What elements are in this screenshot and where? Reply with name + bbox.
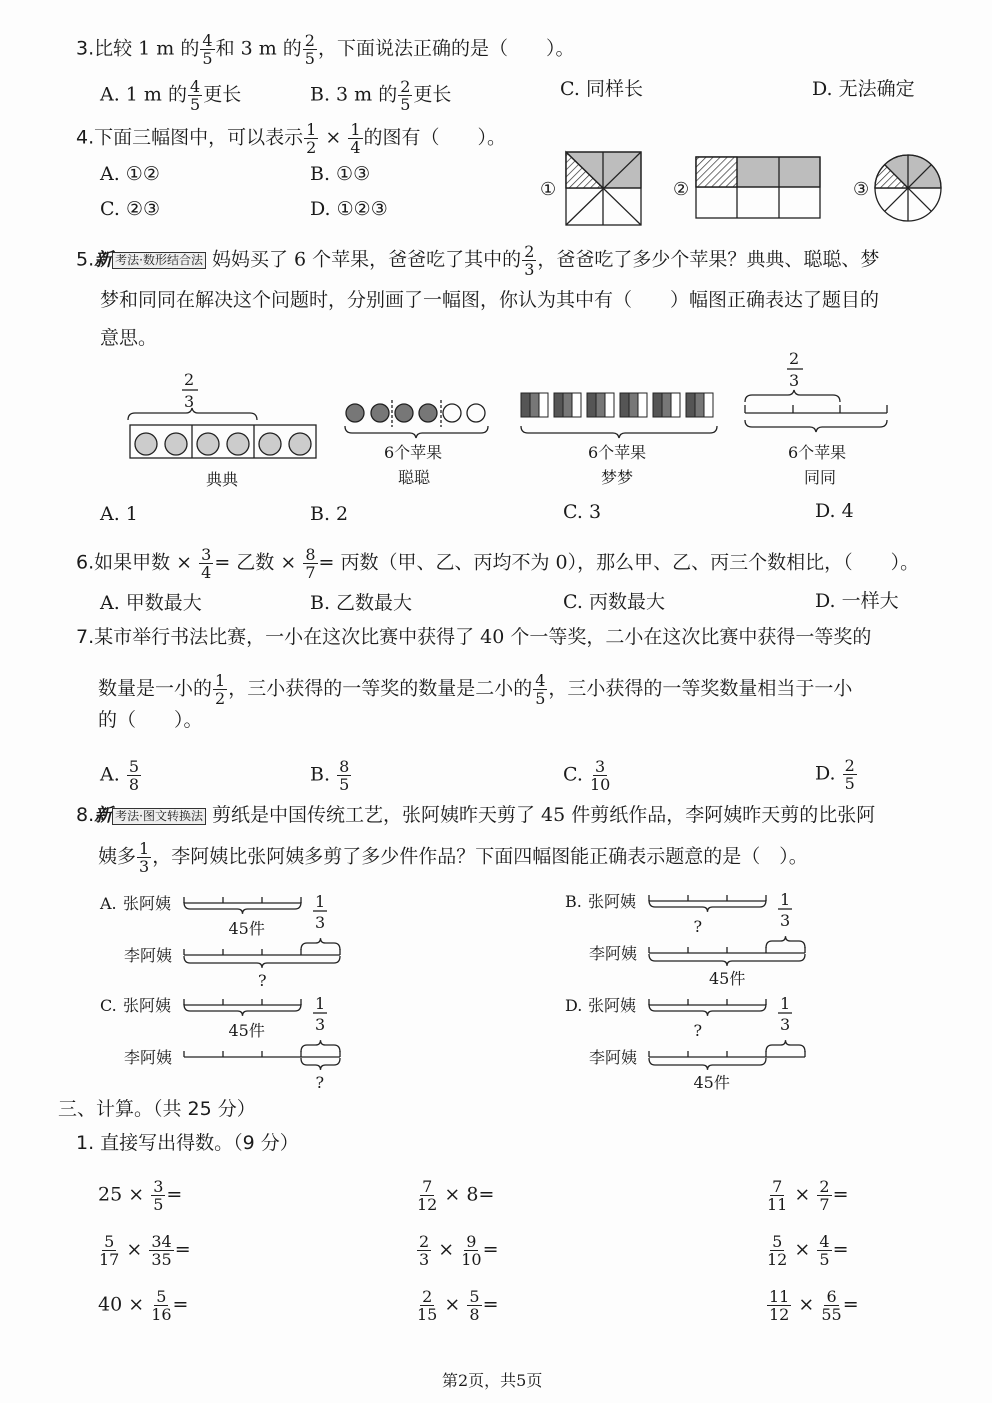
option-c: C. ②③	[100, 198, 161, 220]
option-b: B. 乙数最大	[310, 592, 413, 614]
text: D.	[815, 762, 836, 785]
option-d: D. ①②③	[310, 198, 388, 220]
text: 妈妈买了 6 个苹果，爸爸吃了其中的	[212, 248, 522, 271]
numerator: 2	[184, 370, 195, 389]
denominator: 16	[151, 1305, 172, 1324]
option-b: B. 2	[310, 503, 349, 525]
calc-item	[416, 1288, 498, 1323]
operator: × 8=	[444, 1183, 495, 1206]
text: 40 ×	[98, 1293, 145, 1316]
question-number: 5.	[76, 248, 95, 271]
question-number: 3.	[76, 37, 95, 60]
option-letter: C.	[100, 996, 117, 1015]
denominator: 3	[780, 911, 791, 930]
text: ，李阿姨比张阿姨多剪了多少件作品？下面四幅图能正确表示题意的是（ ）。	[152, 845, 808, 868]
equals: =	[166, 1183, 183, 1206]
text: = 乙数 ×	[214, 551, 297, 574]
denominator: 3	[524, 260, 535, 279]
figure-name: 同同	[804, 468, 837, 487]
numerator: 4	[202, 31, 213, 50]
denominator: 2	[215, 689, 226, 708]
numerator: 5	[469, 1287, 480, 1306]
text: ，三小获得的一等奖数量相当于一小	[548, 677, 853, 700]
li-label: 李阿姨	[589, 944, 638, 963]
numerator: 3	[201, 545, 212, 564]
fraction	[767, 1178, 787, 1213]
numerator: 2	[304, 31, 315, 50]
option-c: C. 同样长	[560, 78, 643, 100]
text: 25 ×	[98, 1183, 145, 1206]
equals: =	[842, 1293, 859, 1316]
figure-name: 典典	[206, 470, 239, 489]
option-c: C. 丙数最大	[563, 591, 665, 613]
option-a: A. 1	[100, 503, 138, 525]
question-text: 梦和同同在解决这个问题时，分别画了一幅图，你认为其中有（ ）幅图正确表达了题目的	[100, 289, 880, 311]
calc-item	[98, 1288, 188, 1323]
denominator: 3	[780, 1015, 791, 1034]
numerator: 2	[819, 1177, 830, 1196]
denominator: 55	[821, 1305, 842, 1324]
numerator: 1	[780, 994, 791, 1013]
text: 数量是一小的	[98, 677, 213, 700]
fraction	[821, 1288, 841, 1323]
new-tag: 新	[94, 249, 113, 271]
denominator: 3	[789, 371, 800, 390]
numerator: 5	[772, 1232, 783, 1251]
li-label: 李阿姨	[589, 1048, 638, 1067]
zhang-quantity: 45件	[228, 1021, 265, 1040]
text: 和 3 m 的	[215, 37, 302, 60]
option-letter: A.	[100, 894, 117, 913]
li-quantity: ?	[315, 1073, 325, 1092]
numerator: 2	[400, 77, 411, 96]
equals: =	[482, 1293, 499, 1316]
zhang-label: 张阿姨	[123, 996, 172, 1015]
denominator: 3	[419, 1250, 430, 1269]
denominator: 5	[535, 689, 546, 708]
subsection-title: 1. 直接写出得数。（9 分）	[76, 1132, 299, 1154]
li-label: 李阿姨	[124, 1048, 173, 1067]
numerator: 2	[789, 349, 800, 368]
denominator: 12	[767, 1250, 788, 1269]
numerator: 4	[535, 671, 546, 690]
equals: =	[832, 1183, 849, 1206]
denominator: 10	[589, 775, 611, 794]
option-d: D. 4	[815, 500, 854, 522]
diagram-b	[565, 890, 805, 988]
question-text: 意思。	[100, 327, 158, 349]
numerator: 2	[524, 242, 535, 261]
denominator: 7	[819, 1195, 830, 1214]
denominator: 5	[844, 774, 855, 793]
method-tag: 考法·数形结合法	[112, 252, 206, 269]
option-d: D. 无法确定	[812, 78, 915, 100]
fraction	[151, 1178, 165, 1213]
denominator: 2	[306, 138, 317, 157]
operator: ×	[438, 1238, 455, 1261]
denominator: 12	[769, 1305, 790, 1324]
numerator: 11	[769, 1287, 790, 1306]
text: 姨多	[98, 845, 137, 868]
li-quantity: 45件	[709, 969, 746, 988]
li-quantity: ?	[258, 971, 267, 990]
text: 某市举行书法比赛，一小在这次比赛中获得了 40 个一等奖，二小在这次比赛中获得一等奖的	[94, 626, 872, 648]
figure-name: 聪聪	[398, 468, 431, 487]
denominator: 17	[99, 1250, 120, 1269]
zhang-label: 张阿姨	[588, 996, 637, 1015]
denominator: 7	[305, 563, 316, 582]
fraction	[767, 1233, 787, 1268]
denominator: 4	[201, 563, 212, 582]
question-text: 的（ ）。	[98, 709, 203, 731]
diagram-a	[99, 892, 340, 990]
text: 更长	[413, 83, 452, 106]
denominator: 3	[184, 392, 195, 411]
denominator: 5	[153, 1195, 164, 1214]
fraction	[467, 1288, 481, 1323]
fraction	[461, 1233, 481, 1268]
text: B. 3 m 的	[310, 83, 398, 106]
fraction	[767, 1288, 791, 1323]
question-number: 7.	[76, 626, 95, 648]
denominator: 15	[417, 1305, 438, 1324]
equals: =	[172, 1293, 189, 1316]
li-label: 李阿姨	[124, 946, 173, 965]
fraction	[817, 1178, 831, 1213]
question-number: 4.	[76, 126, 95, 149]
numerator: 1	[139, 839, 150, 858]
numerator: 5	[156, 1287, 167, 1306]
equals: =	[832, 1238, 849, 1261]
diagram-d	[565, 994, 805, 1092]
zhang-quantity: 45件	[228, 919, 265, 938]
figure-label: ②	[673, 179, 690, 200]
fraction	[149, 1233, 173, 1268]
equals: =	[174, 1238, 191, 1261]
numerator: 1	[350, 120, 361, 139]
option-a: A. 甲数最大	[100, 592, 202, 614]
denominator: 5	[400, 95, 411, 114]
operator: ×	[444, 1293, 461, 1316]
fraction	[817, 1233, 831, 1268]
page-footer: 第2页，共5页	[442, 1371, 543, 1390]
diagram-c	[100, 994, 340, 1092]
numerator: 3	[595, 757, 606, 776]
denominator: 5	[202, 49, 213, 68]
calc-item	[416, 1233, 498, 1268]
calc-item	[766, 1178, 848, 1213]
operator: ×	[794, 1183, 811, 1206]
text: 剪纸是中国传统工艺，张阿姨昨天剪了 45 件剪纸作品，李阿姨昨天剪的比张阿	[212, 804, 876, 826]
li-quantity: 45件	[693, 1073, 730, 1092]
new-tag: 新	[94, 805, 113, 826]
figure-name: 梦梦	[601, 468, 634, 487]
calc-item	[98, 1178, 182, 1213]
figure-label: ③	[853, 179, 870, 200]
numerator: 9	[466, 1232, 477, 1251]
operator: ×	[126, 1238, 143, 1261]
question-number: 6.	[76, 551, 95, 574]
zhang-label: 张阿姨	[123, 894, 172, 913]
zhang-quantity: ?	[693, 917, 703, 936]
zhang-label: 张阿姨	[588, 892, 637, 911]
denominator: 10	[461, 1250, 482, 1269]
text: ，爸爸吃了多少个苹果？典典、聪聪、梦	[537, 248, 880, 271]
numerator: 4	[190, 77, 201, 96]
operator: ×	[798, 1293, 815, 1316]
denominator: 35	[151, 1250, 172, 1269]
text: ，下面说法正确的是（ ）。	[317, 37, 575, 60]
numerator: 7	[422, 1177, 433, 1196]
fraction	[151, 1288, 171, 1323]
section-title: 三、计算。（共 25 分）	[58, 1098, 256, 1120]
text: C.	[563, 763, 583, 786]
option-d: D. 一样大	[815, 590, 899, 612]
numerator: 1	[780, 890, 791, 909]
figure-caption: 6个苹果	[588, 443, 647, 462]
numerator: 1	[306, 120, 317, 139]
denominator: 3	[315, 1015, 326, 1034]
denominator: 12	[417, 1195, 438, 1214]
numerator: 34	[151, 1232, 172, 1251]
option-letter: D.	[565, 996, 583, 1015]
text: ，三小获得的一等奖的数量是二小的	[228, 677, 533, 700]
calc-item	[766, 1233, 848, 1268]
text: 的图有（ ）。	[363, 126, 507, 149]
denominator: 5	[819, 1250, 830, 1269]
times-sign: ×	[325, 126, 342, 149]
text: 更长	[203, 83, 242, 106]
calc-item	[416, 1178, 494, 1213]
zhang-quantity: ?	[693, 1021, 703, 1040]
numerator: 3	[153, 1177, 164, 1196]
numerator: 6	[826, 1287, 837, 1306]
numerator: 5	[104, 1232, 115, 1251]
denominator: 8	[469, 1305, 480, 1324]
text: 比较 1 m 的	[94, 37, 200, 60]
option-a: A. ①②	[100, 163, 160, 185]
denominator: 3	[315, 913, 326, 932]
text: 下面三幅图中，可以表示	[94, 126, 304, 149]
text: 如果甲数 ×	[94, 551, 193, 574]
fraction	[99, 1233, 119, 1268]
calc-item	[98, 1233, 191, 1268]
numerator: 2	[422, 1287, 433, 1306]
calc-item	[766, 1288, 859, 1323]
text: A. 1 m 的	[100, 83, 187, 106]
option-letter: B.	[565, 892, 582, 911]
numerator: 1	[315, 994, 326, 1013]
text: B.	[310, 763, 331, 786]
denominator: 5	[339, 775, 350, 794]
text: = 丙数（甲、乙、丙均不为 0），那么甲、乙、丙三个数相比，（ ）。	[318, 551, 920, 574]
method-tag: 考法·图文转换法	[112, 808, 206, 825]
numerator: 4	[819, 1232, 830, 1251]
figure-caption: 6个苹果	[384, 443, 443, 462]
equals: =	[482, 1238, 499, 1261]
numerator: 2	[419, 1232, 430, 1251]
option-c: C. 3	[563, 501, 602, 523]
denominator: 4	[350, 138, 361, 157]
figure-label: ①	[540, 179, 557, 200]
denominator: 8	[128, 775, 139, 794]
numerator: 7	[772, 1177, 783, 1196]
numerator: 8	[305, 545, 316, 564]
text: A.	[100, 763, 120, 786]
fraction	[417, 1288, 437, 1323]
figure-caption: 6个苹果	[788, 443, 847, 462]
fraction	[417, 1178, 437, 1213]
operator: ×	[794, 1238, 811, 1261]
denominator: 11	[767, 1195, 788, 1214]
numerator: 1	[315, 892, 326, 911]
numerator: 1	[215, 671, 226, 690]
denominator: 3	[139, 857, 150, 876]
numerator: 8	[339, 757, 350, 776]
option-b: B. ①③	[310, 163, 371, 185]
numerator: 5	[128, 757, 139, 776]
question-number: 8.	[76, 804, 95, 826]
denominator: 5	[190, 95, 201, 114]
denominator: 5	[304, 49, 315, 68]
fraction	[417, 1233, 431, 1268]
numerator: 2	[844, 756, 855, 775]
